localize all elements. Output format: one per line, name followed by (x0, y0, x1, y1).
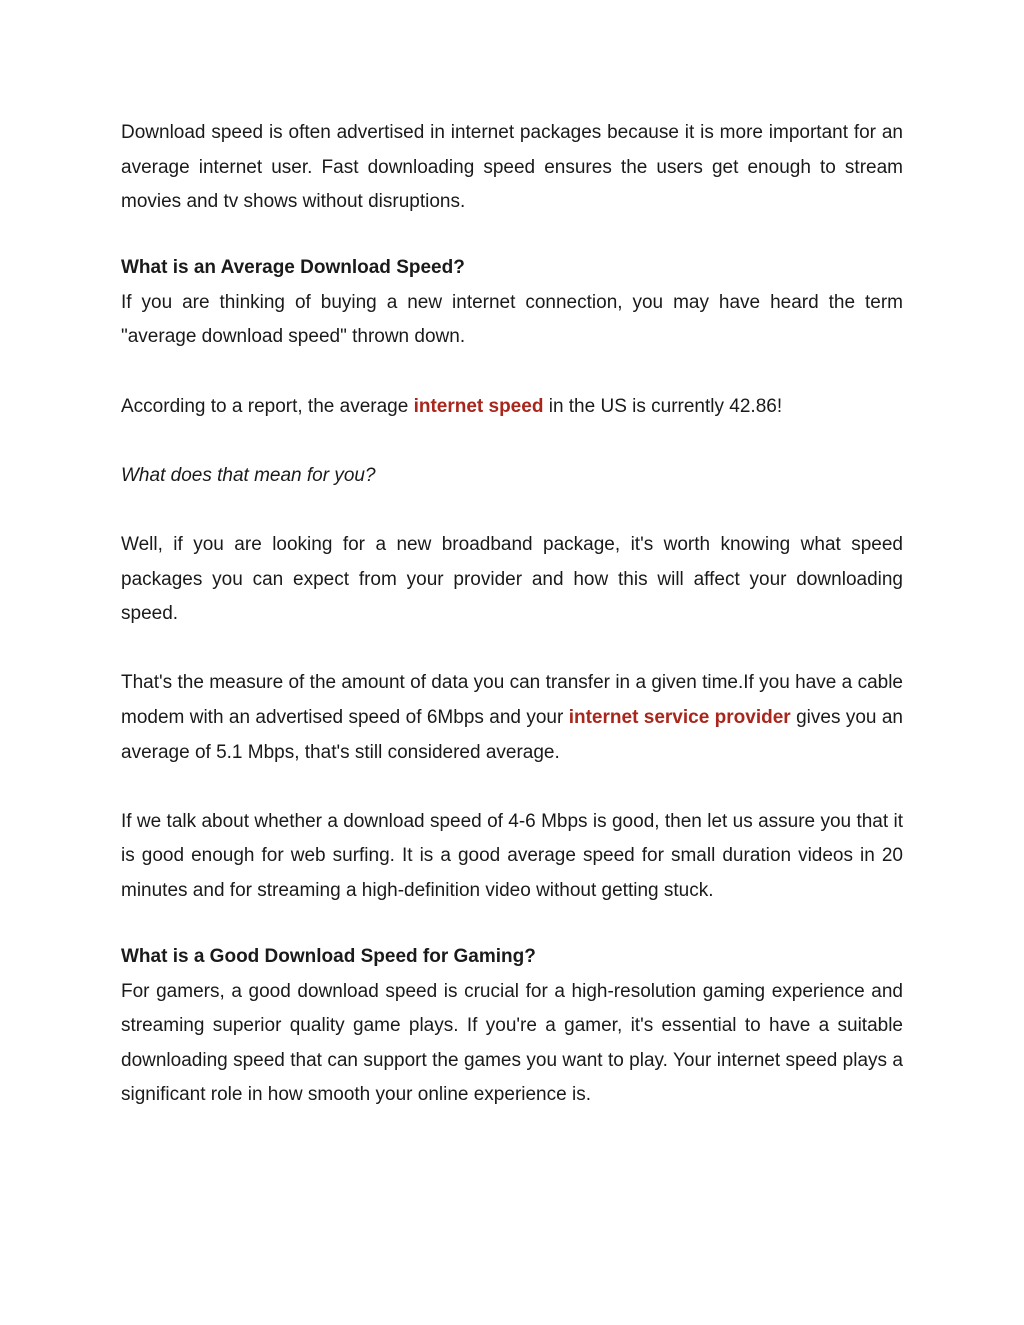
section-heading-average-speed: What is an Average Download Speed? (121, 257, 465, 279)
average-speed-paragraph-4 (121, 666, 903, 770)
average-speed-paragraph-2 (121, 390, 903, 425)
section-average-speed (121, 251, 903, 908)
paragraph-text: According to a report, the average (121, 395, 414, 417)
average-speed-paragraph-5: If we talk about whether a download speed of 4-6 Mbps is good, then let us assure you that it is good enough for web surfing. It is a good average speed for small duration videos in 20 minutes and for streaming a high-definition video without getting stuck. (121, 810, 903, 901)
internet-speed-link[interactable]: internet speed (413, 395, 544, 417)
section-gaming-speed (121, 940, 903, 1113)
question-text: What does that mean for you? (121, 464, 376, 486)
average-speed-paragraph-1: If you are thinking of buying a new internet connection, you may have heard the term "average download speed" thrown down. (121, 291, 903, 348)
section-heading-gaming-speed: What is a Good Download Speed for Gaming? (121, 946, 536, 968)
paragraph-text: gives you an average of 5.1 Mbps, that's still considered average. (121, 707, 903, 763)
average-speed-question (121, 459, 903, 494)
intro-paragraph: Download speed is often advertised in internet packages because it is more important for an average internet user. Fast downloading speed ensures the users get enough to stream movies and tv shows without disruptions. (121, 122, 903, 213)
internet-service-provider-link[interactable]: internet service provider (568, 707, 791, 728)
paragraph-text: That's the measure of the amount of data you can transfer in a given time.If you have a cable modem with an advertised speed of 6Mbps and your (121, 672, 903, 728)
document-page (121, 116, 903, 1113)
gaming-speed-paragraph-1: For gamers, a good download speed is crucial for a high-resolution gaming experience and streaming superior quality game plays. If you're a gamer, it's essential to have a suitable downloading speed that can support the games you want to play. Your internet speed plays a significant role in how smooth your online experience is. (121, 980, 903, 1106)
paragraph-text: in the US is currently 42.86! (543, 395, 783, 417)
average-speed-paragraph-3: Well, if you are looking for a new broadband package, it's worth knowing what speed packages you can expect from your provider and how this will affect your downloading speed. (121, 534, 903, 625)
